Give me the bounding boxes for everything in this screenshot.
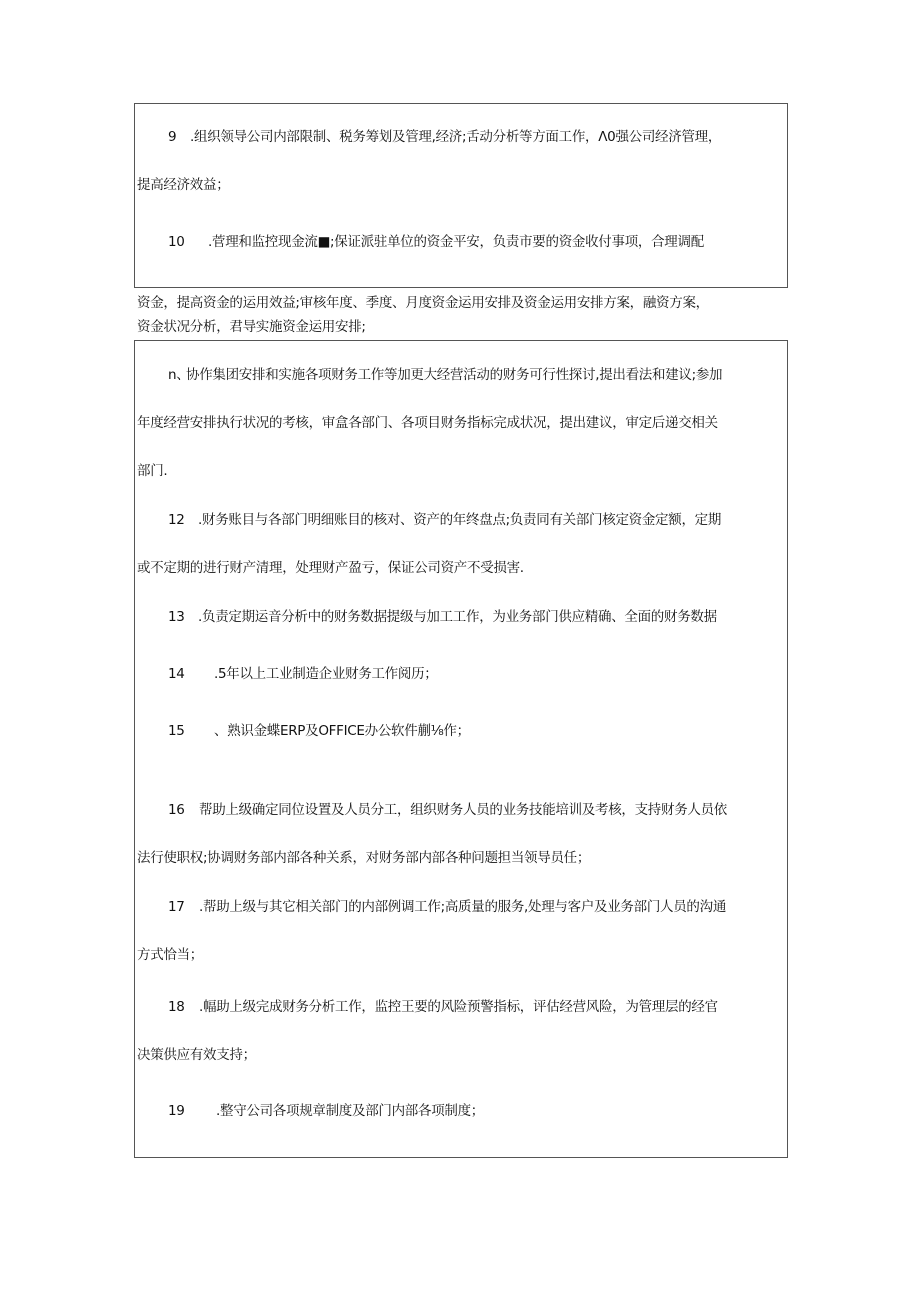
item-number: 18	[168, 999, 185, 1015]
item-12-line-1: 12 .财务账目与各部门明细账目的核对、资产的年终盘点;负责同有关部门核定资金定额，定期	[168, 512, 722, 528]
item-19-line-1: 19 .整守公司各项规章制度及部门内部各项制度；	[168, 1103, 484, 1119]
item-number: n、	[168, 367, 190, 383]
item-14-line-1: 14 .5年以上工业制造企业财务工作阅历；	[168, 666, 438, 682]
item-number: 9	[168, 129, 177, 145]
item-number: 17	[168, 899, 185, 915]
item-10-line-2: 资金，提高资金的运用效益;审核年度、季度、月度资金运用安排及资金运用安排方案，融资方案，	[137, 295, 709, 311]
item-15-line-1: 15 、熟识金蝶ERP及OFFICE办公软件蒯⅛作；	[168, 723, 470, 739]
item-number: 10	[168, 234, 185, 250]
item-18-line-2: 决策供应有效支持；	[137, 1047, 256, 1063]
item-number: 19	[168, 1103, 185, 1119]
item-16-line-1: 16 帮助上级确定同位设置及人员分工，组织财务人员的业务技能培训及考核，支持财务人员依	[168, 802, 727, 818]
item-number: 14	[168, 666, 185, 682]
table-box-bottom	[134, 340, 788, 1158]
item-10-line-3: 资金状况分析，君导实施资金运用安排;	[137, 319, 366, 335]
item-11-line-3: 部门.	[137, 463, 168, 479]
item-17-line-2: 方式恰当；	[137, 947, 203, 963]
item-12-line-2: 或不定期的进行财产清理，处理财产盈亏，保证公司资产不受损害.	[137, 560, 524, 576]
item-17-line-1: 17 .帮助上级与其它相关部门的内部例调工作;高质量的服务,处理与客户及业务部门人员的沟通	[168, 899, 727, 915]
item-number: 15	[168, 723, 185, 739]
item-11-line-1: n、协作集团安排和实施各项财务工作等加更大经营活动的财务可行性探讨,提出看法和建议;参加	[168, 367, 723, 383]
item-11-line-2: 年度经营安排执行状况的考核，审盒各部门、各项目财务指标完成状况，提出建议，审定后递交相关	[137, 415, 718, 431]
item-13-line-1: 13 .负责定期运音分析中的财务数据提级与加工工作，为业务部门供应精确、全面的财务数据	[168, 609, 717, 625]
item-10-line-1: 10 .菅理和监控现金流■;保证派驻单位的资金平安，负责市要的资金收付事项，合理调配	[168, 234, 704, 250]
item-18-line-1: 18 .幅助上级完成财务分析工作，监控王要的风险预警指标，评估经营风险，为管理层的经官	[168, 999, 718, 1015]
item-number: 16	[168, 802, 185, 818]
item-16-line-2: 法行使职权;协调财务部内部各种关系，对财务部内部各种问题担当领导员任；	[137, 850, 591, 866]
item-9-line-2: 提高经济效益；	[137, 177, 230, 193]
item-number: 12	[168, 512, 185, 528]
item-number: 13	[168, 609, 185, 625]
item-9-line-1: 9 .组织领导公司内部限制、税务筹划及管理,经济;舌动分析等方面工作，Λ0强公司经济管理，	[168, 129, 722, 145]
